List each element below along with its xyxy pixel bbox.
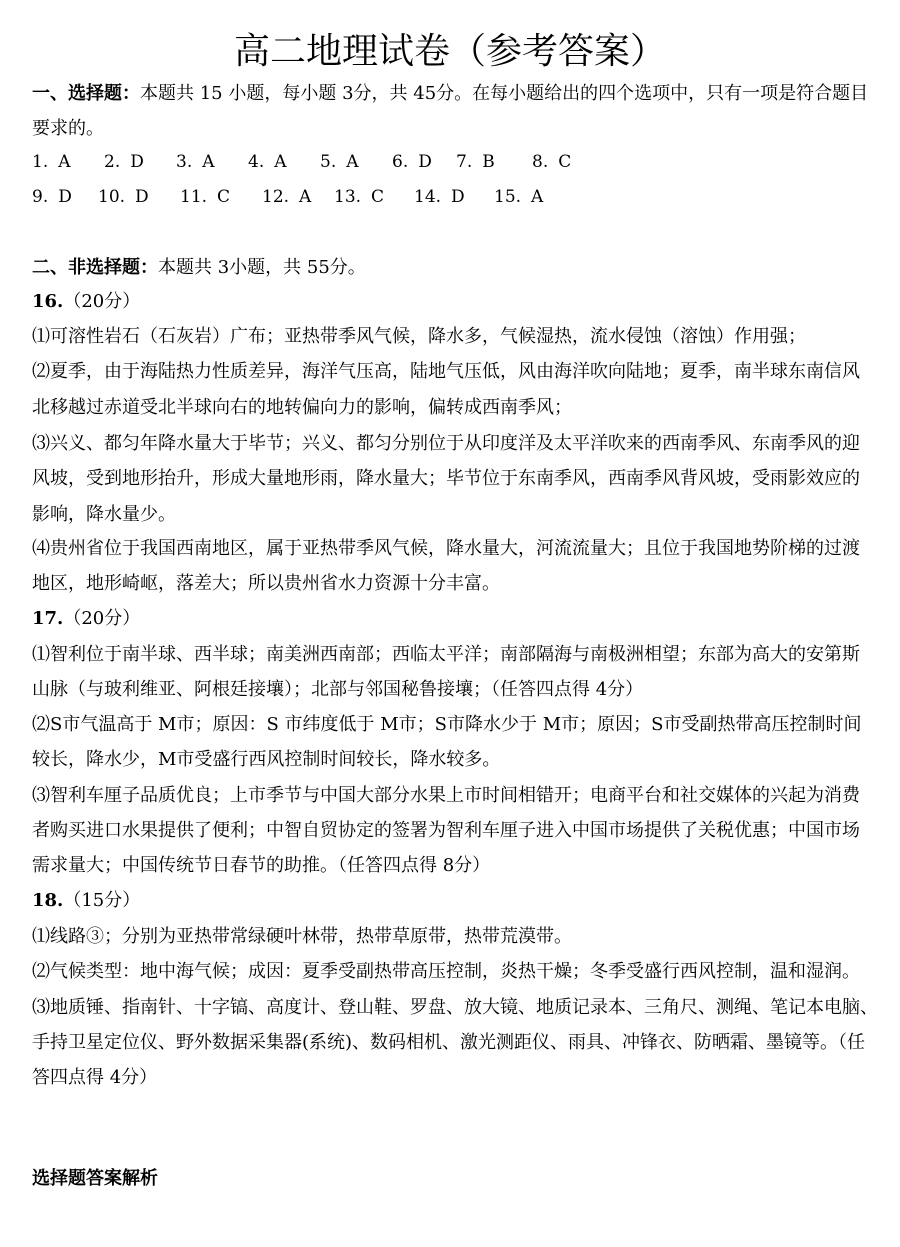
- answer-item: [32, 185, 72, 209]
- answer-number: 2.: [104, 152, 121, 172]
- answer-letter: A: [202, 152, 215, 172]
- answer-item: [320, 150, 359, 174]
- answer-letter: D: [451, 187, 465, 207]
- answer-item: [392, 150, 432, 174]
- section1-heading: 一、选择题：: [32, 83, 140, 104]
- answer-number: 9.: [32, 187, 49, 207]
- answer-number: 10.: [98, 187, 126, 207]
- answer-letter: D: [135, 187, 149, 207]
- section2-desc: 本题共 3小题，共 55分。: [158, 257, 366, 278]
- answer-letter: C: [371, 187, 385, 207]
- answer-letter: B: [482, 152, 495, 172]
- answer-explanation-heading: 选择题答案解析: [32, 1168, 158, 1189]
- answer-item: [180, 185, 230, 209]
- q17-line: ⑴智利位于南半球、西半球；南美洲西南部；西临太平洋；南部隔海与南极洲相望；东部为高大的安第斯: [32, 644, 860, 665]
- q16-header: [32, 290, 140, 314]
- answer-item: [334, 185, 384, 209]
- section1-desc-line2: 要求的。: [32, 118, 104, 139]
- answer-number: 7.: [456, 152, 473, 172]
- answer-number: 6.: [392, 152, 409, 172]
- answer-letter: A: [346, 152, 359, 172]
- answer-number: 13.: [334, 187, 362, 207]
- q16-number: 16.: [32, 291, 64, 312]
- answer-item: [176, 150, 215, 174]
- q17-score: （20分）: [63, 608, 141, 629]
- answer-item: [456, 150, 495, 174]
- q17-line: 山脉（与玻利维亚、阿根廷接壤）；北部与邻国秘鲁接壤；（任答四点得 4分）: [32, 679, 644, 700]
- answer-item: [532, 150, 571, 174]
- q16-line: ⑷贵州省位于我国西南地区，属于亚热带季风气候，降水量大，河流流量大；且位于我国地势阶梯的过渡: [32, 538, 860, 559]
- q18-line: ⑵气候类型：地中海气候；成因：夏季受副热带高压控制，炎热干燥；冬季受盛行西风控制，温和湿润。: [32, 961, 860, 982]
- answer-item: [494, 185, 543, 209]
- section1-intro: [32, 82, 868, 106]
- q16-score: （20分）: [63, 291, 141, 312]
- answer-letter: D: [58, 187, 72, 207]
- q16-line: ⑶兴义、都匀年降水量大于毕节；兴义、都匀分别位于从印度洋及太平洋吹来的西南季风、东南季风的迎: [32, 433, 860, 454]
- q18-score: （15分）: [63, 890, 141, 911]
- q16-line: ⑴可溶性岩石（石灰岩）广布；亚热带季风气候，降水多，气候湿热，流水侵蚀（溶蚀）作用强；: [32, 326, 806, 347]
- section1-desc-line1: 本题共 15 小题，每小题 3分，共 45分。在每小题给出的四个选项中，只有一项是符合题目: [140, 83, 869, 104]
- answer-item: [104, 150, 144, 174]
- answer-letter: C: [217, 187, 231, 207]
- q18-line: 答四点得 4分）: [32, 1067, 158, 1088]
- page-title: 高二地理试卷（参考答案）: [233, 31, 666, 72]
- q17-line: 需求量大；中国传统节日春节的助推。（任答四点得 8分）: [32, 855, 491, 876]
- q17-line: 者购买进口水果提供了便利；中智自贸协定的签署为智利车厘子进入中国市场提供了关税优惠；中国市场: [32, 820, 860, 841]
- q16-line: 北移越过赤道受北半球向右的地转偏向力的影响，偏转成西南季风；: [32, 397, 572, 418]
- answer-item: [98, 185, 149, 209]
- answer-number: 12.: [262, 187, 290, 207]
- answer-number: 15.: [494, 187, 522, 207]
- answer-number: 3.: [176, 152, 193, 172]
- q17-line: 较长，降水少，M市受盛行西风控制时间较长，降水较多。: [32, 749, 501, 770]
- answer-letter: A: [274, 152, 287, 172]
- q16-line: 影响，降水量少。: [32, 504, 176, 525]
- q18-number: 18.: [32, 890, 64, 911]
- q16-line: 风坡，受到地形抬升，形成大量地形雨，降水量大；毕节位于东南季风，西南季风背风坡，受雨影效应的: [32, 468, 860, 489]
- q18-line: 手持卫星定位仪、野外数据采集器(系统)、数码相机、激光测距仪、雨具、冲锋衣、防晒霜、墨镜等。（任: [32, 1032, 866, 1053]
- answer-item: [262, 185, 311, 209]
- answer-item: [32, 150, 71, 174]
- q17-header: [32, 607, 140, 631]
- answer-number: 5.: [320, 152, 337, 172]
- q17-line: ⑶智利车厘子品质优良；上市季节与中国大部分水果上市时间相错开；电商平台和社交媒体的兴起为消费: [32, 785, 860, 806]
- answer-item: [248, 150, 287, 174]
- answer-number: 1.: [32, 152, 49, 172]
- q16-line: ⑵夏季，由于海陆热力性质差异，海洋气压高，陆地气压低，风由海洋吹向陆地；夏季，南半球东南信风: [32, 361, 860, 382]
- answer-item: [414, 185, 465, 209]
- answer-letter: D: [418, 152, 432, 172]
- answer-letter: D: [130, 152, 144, 172]
- q18-line: ⑶地质锤、指南针、十字镐、高度计、登山鞋、罗盘、放大镜、地质记录本、三角尺、测绳、笔记本电脑、: [32, 997, 878, 1018]
- answer-letter: A: [531, 187, 544, 207]
- answer-number: 8.: [532, 152, 549, 172]
- answer-letter: A: [299, 187, 312, 207]
- answer-letter: C: [558, 152, 572, 172]
- q17-line: ⑵S市气温高于 M市；原因：S 市纬度低于 M市；S市降水少于 M市；原因；S市受副热带高压控制时间: [32, 714, 862, 735]
- q18-header: [32, 889, 140, 913]
- section2-intro: [32, 256, 366, 280]
- answer-number: 14.: [414, 187, 442, 207]
- q17-number: 17.: [32, 608, 64, 629]
- section2-heading: 二、非选择题：: [32, 257, 158, 278]
- q16-line: 地区，地形崎岖，落差大；所以贵州省水力资源十分丰富。: [32, 573, 500, 594]
- answer-number: 11.: [180, 187, 208, 207]
- q18-line: ⑴线路③；分别为亚热带常绿硬叶林带，热带草原带，热带荒漠带。: [32, 926, 572, 947]
- answer-letter: A: [58, 152, 71, 172]
- answer-number: 4.: [248, 152, 265, 172]
